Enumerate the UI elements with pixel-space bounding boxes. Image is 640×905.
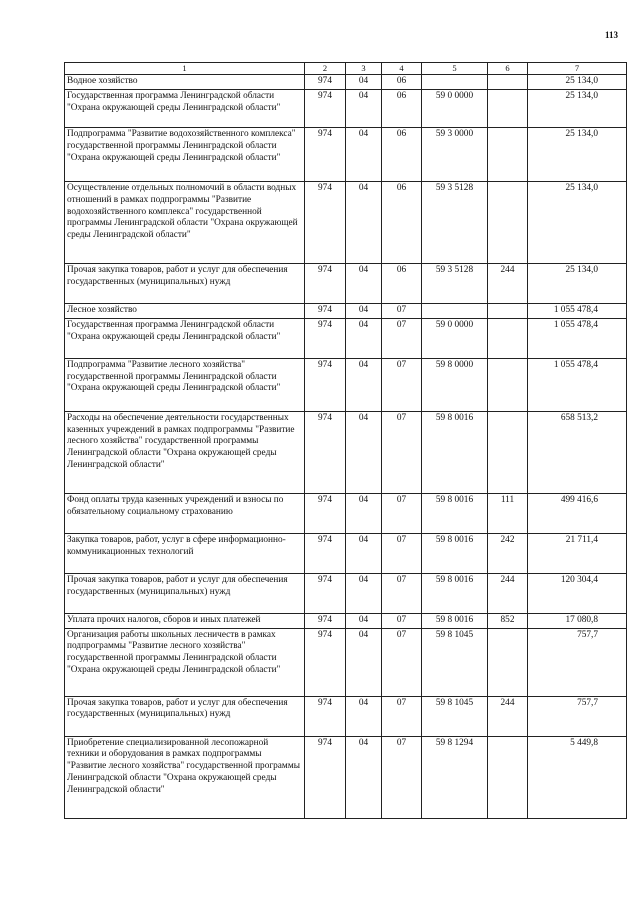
row-name: Государственная программа Ленинградской области "Охрана окружающей среды Ленинградской области"	[65, 318, 305, 358]
row-name: Осуществление отдельных полномочий в области водных отношений в рамках подпрограммы "Развитие водохозяйственного комплекса" государственной программы Ленинградской области "Охрана окружающей среды Ленинградской области"	[65, 181, 305, 263]
row-target-article: 59 8 0016	[422, 573, 488, 613]
row-subsection: 06	[382, 89, 422, 127]
row-code: 974	[305, 628, 346, 696]
row-section: 04	[346, 303, 382, 318]
table-row	[65, 89, 627, 127]
row-name: Лесное хозяйство	[65, 303, 305, 318]
row-target-article: 59 3 0000	[422, 127, 488, 181]
row-code: 974	[305, 411, 346, 493]
row-code: 974	[305, 573, 346, 613]
column-header-6: 6	[488, 63, 528, 75]
row-code: 974	[305, 89, 346, 127]
table-row	[65, 263, 627, 303]
table-row	[65, 181, 627, 263]
row-section: 04	[346, 89, 382, 127]
row-expense-type: 244	[488, 696, 528, 736]
row-name: Закупка товаров, работ, услуг в сфере информационно-коммуникационных технологий	[65, 533, 305, 573]
row-subsection: 06	[382, 127, 422, 181]
row-section: 04	[346, 628, 382, 696]
row-subsection: 06	[382, 181, 422, 263]
row-expense-type: 244	[488, 263, 528, 303]
row-target-article	[422, 303, 488, 318]
row-name: Приобретение специализированной лесопожарной техники и оборудования в рамках подпрограммы "Развитие лесного хозяйства" государственной программы Ленинградской области "Охрана окружающей среды Ленинградской области"	[65, 736, 305, 818]
table-row	[65, 303, 627, 318]
row-name: Прочая закупка товаров, работ и услуг для обеспечения государственных (муниципальных) нужд	[65, 573, 305, 613]
table-row	[65, 127, 627, 181]
row-subsection: 07	[382, 411, 422, 493]
row-section: 04	[346, 181, 382, 263]
row-target-article: 59 8 0016	[422, 613, 488, 628]
table-row	[65, 613, 627, 628]
row-amount: 1 055 478,4	[528, 358, 627, 411]
row-code: 974	[305, 74, 346, 89]
header-row	[65, 63, 627, 75]
column-header-3: 3	[346, 63, 382, 75]
row-code: 974	[305, 127, 346, 181]
row-subsection: 07	[382, 736, 422, 818]
page-number: 113	[604, 30, 618, 40]
row-name: Уплата прочих налогов, сборов и иных платежей	[65, 613, 305, 628]
row-amount: 658 513,2	[528, 411, 627, 493]
column-header-4: 4	[382, 63, 422, 75]
table-row	[65, 573, 627, 613]
row-code: 974	[305, 318, 346, 358]
row-amount: 25 134,0	[528, 181, 627, 263]
row-subsection: 07	[382, 358, 422, 411]
row-code: 974	[305, 533, 346, 573]
row-expense-type: 111	[488, 493, 528, 533]
row-name: Прочая закупка товаров, работ и услуг для обеспечения государственных (муниципальных) нужд	[65, 263, 305, 303]
table-row	[65, 696, 627, 736]
row-name: Водное хозяйство	[65, 74, 305, 89]
row-amount: 25 134,0	[528, 74, 627, 89]
row-code: 974	[305, 493, 346, 533]
row-amount: 5 449,8	[528, 736, 627, 818]
row-subsection: 07	[382, 303, 422, 318]
column-header-2: 2	[305, 63, 346, 75]
row-expense-type	[488, 736, 528, 818]
row-subsection: 07	[382, 628, 422, 696]
row-target-article: 59 8 1045	[422, 696, 488, 736]
table-row	[65, 736, 627, 818]
row-section: 04	[346, 127, 382, 181]
table-row	[65, 74, 627, 89]
row-code: 974	[305, 696, 346, 736]
row-section: 04	[346, 263, 382, 303]
row-expense-type	[488, 74, 528, 89]
row-target-article: 59 3 5128	[422, 181, 488, 263]
row-section: 04	[346, 613, 382, 628]
row-target-article: 59 8 1294	[422, 736, 488, 818]
row-code: 974	[305, 181, 346, 263]
row-subsection: 07	[382, 493, 422, 533]
row-amount: 120 304,4	[528, 573, 627, 613]
table-row	[65, 493, 627, 533]
table-body	[65, 74, 627, 818]
row-target-article: 59 0 0000	[422, 318, 488, 358]
row-expense-type	[488, 358, 528, 411]
row-name: Расходы на обеспечение деятельности государственных казенных учреждений в рамках подпрограммы "Развитие лесного хозяйства" государственной программы Ленинградской области "Охрана окружающей среды Ленинградской области"	[65, 411, 305, 493]
row-target-article: 59 8 0016	[422, 411, 488, 493]
row-target-article	[422, 74, 488, 89]
row-amount: 1 055 478,4	[528, 303, 627, 318]
row-amount: 25 134,0	[528, 127, 627, 181]
table-row	[65, 358, 627, 411]
row-target-article: 59 3 5128	[422, 263, 488, 303]
column-header-5: 5	[422, 63, 488, 75]
row-section: 04	[346, 696, 382, 736]
row-target-article: 59 8 0000	[422, 358, 488, 411]
row-expense-type	[488, 89, 528, 127]
row-code: 974	[305, 263, 346, 303]
row-expense-type: 852	[488, 613, 528, 628]
row-amount: 17 080,8	[528, 613, 627, 628]
row-subsection: 07	[382, 533, 422, 573]
row-subsection: 07	[382, 696, 422, 736]
row-name: Государственная программа Ленинградской области "Охрана окружающей среды Ленинградской области"	[65, 89, 305, 127]
row-amount: 25 134,0	[528, 89, 627, 127]
row-subsection: 07	[382, 613, 422, 628]
row-name: Подпрограмма "Развитие лесного хозяйства" государственной программы Ленинградской области "Охрана окружающей среды Ленинградской области"	[65, 358, 305, 411]
row-expense-type	[488, 318, 528, 358]
row-expense-type	[488, 181, 528, 263]
row-code: 974	[305, 736, 346, 818]
row-amount: 757,7	[528, 696, 627, 736]
row-subsection: 07	[382, 573, 422, 613]
row-name: Организация работы школьных лесничеств в рамках подпрограммы "Развитие лесного хозяйства" государственной программы Ленинградской области "Охрана окружающей среды Ленинградской области"	[65, 628, 305, 696]
row-amount: 499 416,6	[528, 493, 627, 533]
row-section: 04	[346, 411, 382, 493]
row-code: 974	[305, 613, 346, 628]
row-amount: 21 711,4	[528, 533, 627, 573]
row-section: 04	[346, 736, 382, 818]
row-target-article: 59 8 0016	[422, 533, 488, 573]
row-target-article: 59 8 0016	[422, 493, 488, 533]
row-target-article: 59 0 0000	[422, 89, 488, 127]
table-row	[65, 411, 627, 493]
row-code: 974	[305, 358, 346, 411]
row-subsection: 06	[382, 263, 422, 303]
row-section: 04	[346, 573, 382, 613]
row-subsection: 07	[382, 318, 422, 358]
row-section: 04	[346, 358, 382, 411]
row-name: Фонд оплаты труда казенных учреждений и взносы по обязательному социальному страхованию	[65, 493, 305, 533]
row-name: Подпрограмма "Развитие водохозяйственного комплекса" государственной программы Ленинградской области "Охрана окружающей среды Ленинградской области"	[65, 127, 305, 181]
row-expense-type	[488, 628, 528, 696]
row-section: 04	[346, 493, 382, 533]
budget-table	[64, 62, 627, 819]
row-section: 04	[346, 533, 382, 573]
row-expense-type: 242	[488, 533, 528, 573]
row-expense-type	[488, 411, 528, 493]
row-expense-type	[488, 127, 528, 181]
column-header-7: 7	[528, 63, 627, 75]
table-row	[65, 533, 627, 573]
row-code: 974	[305, 303, 346, 318]
row-target-article: 59 8 1045	[422, 628, 488, 696]
row-subsection: 06	[382, 74, 422, 89]
row-amount: 757,7	[528, 628, 627, 696]
row-amount: 1 055 478,4	[528, 318, 627, 358]
table-row	[65, 318, 627, 358]
row-expense-type: 244	[488, 573, 528, 613]
row-section: 04	[346, 74, 382, 89]
row-expense-type	[488, 303, 528, 318]
table-row	[65, 628, 627, 696]
column-header-1: 1	[65, 63, 305, 75]
row-name: Прочая закупка товаров, работ и услуг для обеспечения государственных (муниципальных) нужд	[65, 696, 305, 736]
row-section: 04	[346, 318, 382, 358]
row-amount: 25 134,0	[528, 263, 627, 303]
